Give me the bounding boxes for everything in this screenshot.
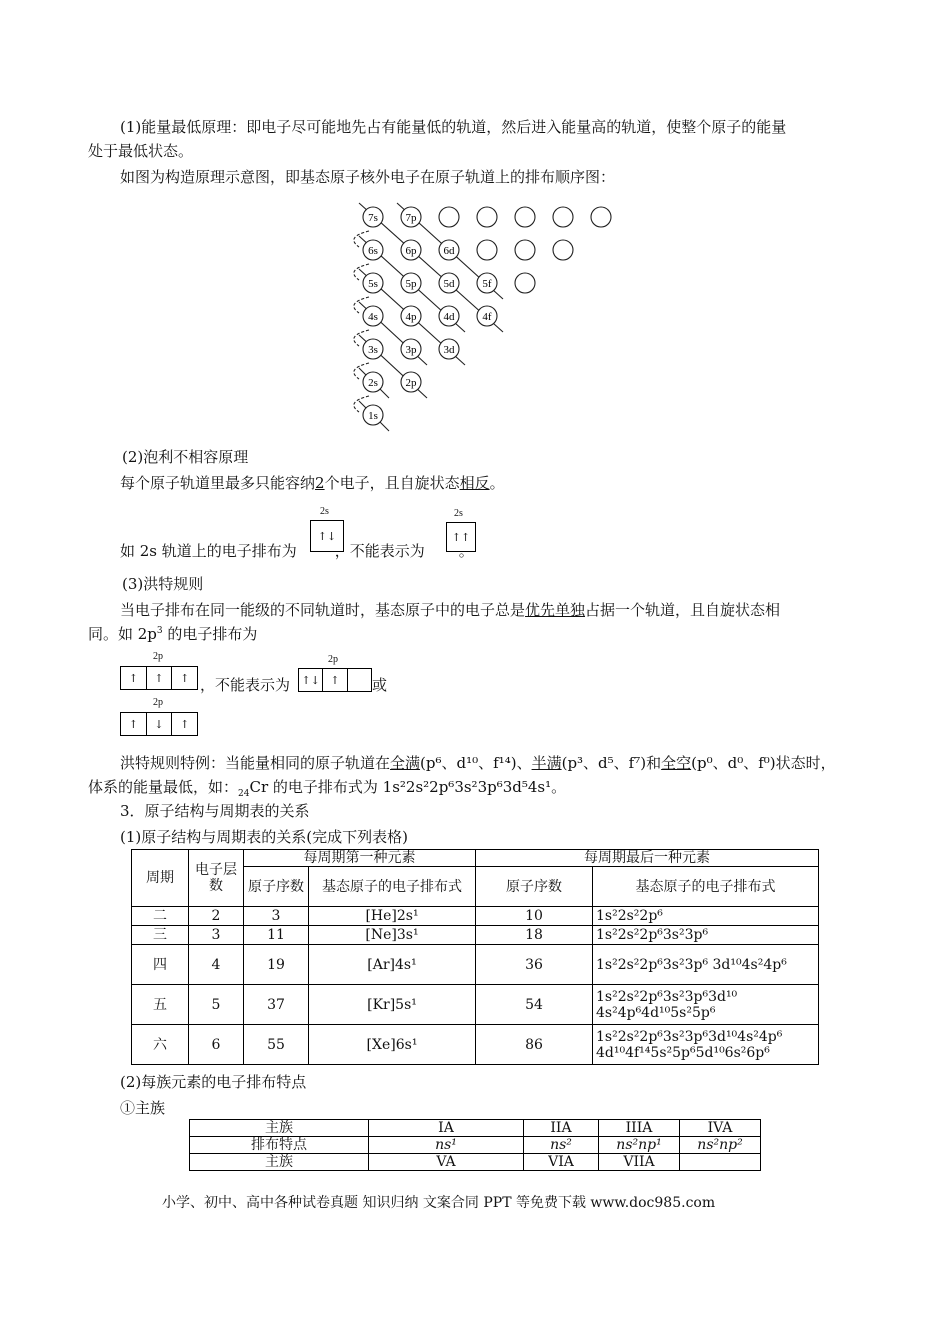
orbital-label-2p-good: 2p	[153, 651, 163, 662]
hund-text-1: 当电子排布在同一能级的不同轨道时，基态原子中的电子总是优先单独占据一个轨道，且自旋状态相	[120, 601, 781, 619]
orbital-label: 6d	[443, 245, 455, 257]
orbital-label: 3p	[405, 344, 417, 356]
group-table: 主族 IA IIA IIIA IVA 排布特点 ns¹ ns² ns²np¹ ns²np² 主族 VA VIA VIIA	[189, 1119, 761, 1171]
orbital-circle	[515, 273, 535, 293]
orbital-circle	[591, 207, 611, 227]
section-3-sub2: (2)每族元素的电子排布特点	[120, 1073, 307, 1091]
period-row: 五 5 37 [Kr]5s¹ 54 1s²2s²2p⁶3s²3p⁶3d¹⁰ 4s²4p⁶4d¹⁰5s²5p⁶	[132, 985, 819, 1025]
orbital-label-2s-bad: 2s	[454, 508, 463, 519]
orbital-circle	[439, 207, 459, 227]
footer: 小学、初中、高中各种试卷真题 知识归纳 文案合同 PPT 等免费下载 www.doc985.com	[162, 1195, 716, 1211]
orbital-circle	[553, 240, 573, 260]
period-row: 六 6 55 [Xe]6s¹ 86 1s²2s²2p⁶3s²3p⁶3d¹⁰4s²4p⁶ 4d¹⁰4f¹⁴5s²5p⁶5d¹⁰6s²6p⁶	[132, 1025, 819, 1065]
orbital-label: 6p	[405, 245, 417, 257]
orbital-box-2s-bad: ↑↑	[446, 522, 476, 552]
orbital-box-2s-good: ↑↓	[310, 520, 344, 552]
orbital-label-2s-good: 2s	[320, 506, 329, 517]
orbital-circle	[477, 240, 497, 260]
hund-special-2: 体系的能量最低，如：$_{24}$Cr 的电子排布式为 1s²2s²2p⁶3s²3p⁶3d⁵4s¹。	[88, 778, 567, 799]
period-row: 三 3 11 [Ne]3s¹ 18 1s²2s²2p⁶3s²3p⁶	[132, 926, 819, 945]
orbital-label: 4f	[482, 311, 492, 323]
para-diagram-intro: 如图为构造原理示意图，即基态原子核外电子在原子轨道上的排布顺序图：	[120, 168, 616, 186]
orbital-label: 4s	[368, 311, 378, 323]
para-energy-principle-1: (1)能量最低原理：即电子尽可能地先占有能量低的轨道，然后进入能量高的轨道，使整个原子的能量	[120, 118, 787, 136]
period-table: 周期 电子层数 每周期第一种元素 每周期最后一种元素 原子序数 基态原子的电子排布式 原子序数 基态原子的电子排布式 二 2 3 [He]2s¹ 10 1s²2s²2p⁶ 三 3 11 [Ne]3s¹ 18 1s²2s²2p⁶3s²3p⁶ 四 4 19 [Ar]4s¹ 36 1s²2s²2p⁶3s²3p⁶ 3d¹⁰4s²4p⁶ 五 5 37 [Kr]5s¹ 54 1s²2s²2p⁶3s²3p⁶3d¹⁰ 4s²4p⁶4d¹⁰5s²5p⁶ 六 6 55 [Xe]6s¹ 86 1s²2s²2p⁶3s²3p⁶3d¹⁰4s²4p⁶ 4d¹⁰4f¹⁴5s²5p⁶5d¹⁰6s²6p⁶	[131, 849, 819, 1065]
pauli-text: 每个原子轨道里最多只能容纳2个电子，且自旋状态相反。	[120, 474, 505, 492]
hund-text-2: 同。如 $2p^3$ 的电子排布为	[88, 625, 258, 643]
orbital-label: 7p	[405, 212, 417, 224]
orbital-label: 5s	[368, 278, 378, 290]
orbital-box-2p-bad1: ↑↓ ↑	[298, 668, 372, 692]
orbital-label: 2s	[368, 377, 378, 389]
hund-mid-text: ，不能表示为	[200, 676, 291, 694]
pauli-opposite: 相反	[459, 474, 490, 492]
orbital-label: 7s	[368, 212, 378, 224]
orbital-label: 5d	[443, 278, 455, 290]
orbital-label: 1s	[368, 410, 378, 422]
orbital-label: 3s	[368, 344, 378, 356]
period-row: 四 4 19 [Ar]4s¹ 36 1s²2s²2p⁶3s²3p⁶ 3d¹⁰4s²4p⁶	[132, 945, 819, 985]
hund-or: 或	[372, 676, 388, 694]
orbital-label: 6s	[368, 245, 378, 257]
orbital-circle	[477, 207, 497, 227]
orbital-label: 4p	[405, 311, 417, 323]
hund-priority: 优先单独	[525, 601, 586, 619]
orbital-label: 5p	[405, 278, 417, 290]
section-3-title: 3．原子结构与周期表的关系	[120, 802, 310, 820]
period-row: 二 2 3 [He]2s¹ 10 1s²2s²2p⁶	[132, 907, 819, 926]
orbital-circle	[515, 240, 535, 260]
pauli-number: 2	[315, 474, 325, 492]
orbital-circle	[553, 207, 573, 227]
pauli-example: 如 2s 轨道上的电子排布为 ，不能表示为 。	[120, 542, 474, 560]
orbital-label: 5f	[482, 278, 492, 290]
orbital-label: 2p	[405, 377, 417, 389]
hund-special-1: 洪特规则特例：当能量相同的原子轨道在全满(p⁶、d¹⁰、f¹⁴)、半满(p³、d⁵、f⁷)和全空(p⁰、d⁰、f⁰)状态时，	[120, 754, 836, 772]
section-3-sub2a: ①主族	[120, 1099, 166, 1117]
orbital-label: 3d	[443, 344, 455, 356]
orbital-label-2p-bad1: 2p	[328, 654, 338, 665]
orbital-box-2p-good: ↑ ↑ ↑	[120, 666, 198, 690]
orbital-label: 4d	[443, 311, 455, 323]
orbital-label-2p-bad2: 2p	[153, 697, 163, 708]
orbital-circle	[515, 207, 535, 227]
hund-title: (3)洪特规则	[122, 575, 204, 593]
orbital-box-2p-bad2: ↑ ↓ ↑	[120, 712, 198, 736]
pauli-title: (2)泡利不相容原理	[122, 448, 249, 466]
para-energy-principle-2: 处于最低状态。	[88, 142, 194, 160]
section-3-sub1: (1)原子结构与周期表的关系(完成下列表格)	[120, 828, 408, 846]
aufbau-diagram	[340, 195, 620, 440]
